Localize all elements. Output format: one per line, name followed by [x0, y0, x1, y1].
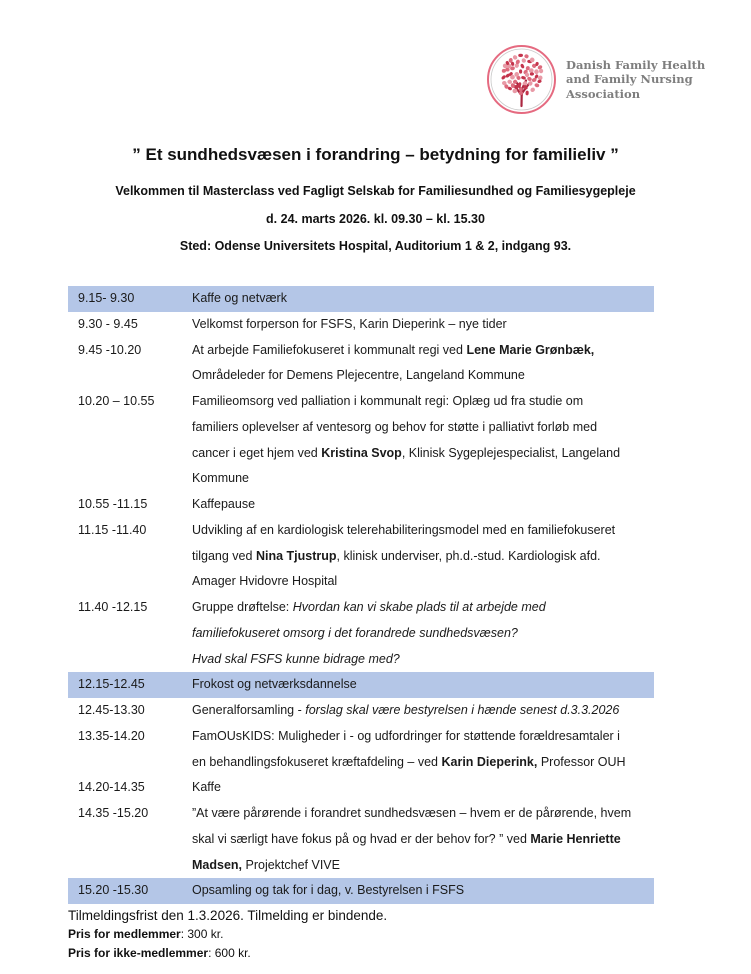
date-line: d. 24. marts 2026. kl. 09.30 – kl. 15.30: [266, 212, 485, 226]
schedule-row: [68, 724, 654, 776]
schedule-text-segment: Projektchef VIVE: [242, 857, 340, 872]
schedule-text-segment: At arbejde Familiefokuseret i kommunalt regi ved: [192, 342, 467, 357]
schedule-line: [192, 775, 654, 801]
schedule-time: 13.35-14.20: [78, 728, 145, 743]
schedule-text-segment: Karin Dieperink,: [441, 754, 538, 769]
schedule-description: [192, 724, 654, 776]
schedule-text-segment: Områdeleder for Demens Plejecentre, Langeland Kommune: [192, 368, 525, 383]
schedule-time: 12.45-13.30: [78, 703, 145, 717]
schedule-line: [192, 415, 654, 441]
schedule-text-segment: familiers oplevelser af ventesorg og behov for støtte i palliativt forløb med: [192, 419, 598, 434]
schedule-text-segment: Nina Tjustrup: [255, 548, 337, 563]
price-nonmembers: [68, 944, 751, 963]
schedule-line: [192, 647, 654, 673]
schedule-line: [192, 724, 654, 750]
schedule-text-segment: Frokost og netværksdannelse: [192, 677, 357, 692]
schedule-row: [68, 878, 654, 904]
page-title: ” Et sundhedsvæsen i forandring – betydning for familieliv ”: [132, 145, 619, 164]
schedule-time: 15.20 -15.30: [78, 883, 149, 898]
schedule-line: [192, 672, 654, 698]
schedule-row: [68, 389, 654, 492]
schedule-text-segment: , Klinisk Sygeplejespecialist, Langeland: [401, 445, 621, 460]
schedule-row: [68, 698, 654, 724]
schedule-row: [68, 312, 654, 338]
tree-logo-icon: [486, 44, 557, 115]
schedule-line: [192, 492, 654, 518]
schedule-line: [192, 363, 654, 389]
schedule-text-segment: Lene Marie Grønbæk,: [466, 342, 595, 357]
schedule-description: [192, 775, 654, 801]
schedule-description: [192, 878, 654, 904]
schedule-description: [192, 312, 654, 338]
schedule-description: [192, 595, 654, 672]
schedule-text-segment: Kaffe: [192, 780, 221, 795]
schedule-row: [68, 518, 654, 595]
schedule-text-segment: Udvikling af en kardiologisk telerehabiliteringsmodel med en familiefokuseret: [192, 522, 616, 537]
schedule-row: [68, 492, 654, 518]
schedule-line: [192, 827, 654, 853]
schedule-text-segment: forslag skal være bestyrelsen i hænde senest d.3.3.2026: [305, 703, 620, 717]
schedule-line: [192, 569, 654, 595]
schedule-text-segment: Gruppe drøftelse:: [192, 600, 293, 614]
schedule-text-segment: ”At være pårørende i forandret sundhedsvæsen – hvem er de pårørende, hvem: [192, 806, 632, 820]
schedule-row: [68, 801, 654, 878]
schedule-time: 10.55 -11.15: [78, 497, 148, 511]
schedule-text-segment: tilgang ved: [192, 548, 256, 563]
schedule-line: [192, 878, 654, 904]
schedule-description: [192, 672, 654, 698]
schedule-text-segment: Hvad skal FSFS kunne bidrage med?: [192, 651, 400, 666]
location-line: Sted: Odense Universitets Hospital, Auditorium 1 & 2, indgang 93.: [179, 239, 572, 253]
schedule-line: [192, 621, 654, 647]
schedule-text-segment: Hvordan kan vi skabe plads til at arbejde med: [292, 600, 546, 614]
price-members-value: : 300 kr.: [180, 927, 224, 941]
schedule-text-segment: Marie Henriette: [530, 831, 621, 846]
schedule-line: [192, 338, 654, 364]
schedule-line: [192, 698, 654, 724]
schedule-line: [192, 518, 654, 544]
schedule-line: [192, 389, 654, 415]
association-name-line: Association: [566, 86, 641, 101]
schedule-time: 10.20 – 10.55: [78, 394, 155, 408]
schedule-text-segment: , klinisk underviser, ph.d.-stud. Kardiologisk afd.: [336, 548, 601, 563]
schedule-time: 14.35 -15.20: [78, 806, 149, 820]
schedule-text-segment: Kristina Svop: [321, 445, 402, 460]
schedule-line: [192, 441, 654, 467]
schedule-row: [68, 338, 654, 390]
schedule-line: [192, 853, 654, 879]
association-name: [566, 58, 705, 102]
schedule-description: [192, 492, 654, 518]
schedule-text-segment: Kaffepause: [192, 497, 256, 511]
price-members-label: Pris for medlemmer: [68, 927, 181, 941]
price-nonmembers-label: Pris for ikke-medlemmer: [68, 945, 209, 960]
association-name-line: and Family Nursing: [566, 72, 693, 87]
document-header: [0, 0, 751, 255]
schedule-time: 9.15- 9.30: [78, 291, 135, 305]
schedule-line: [192, 466, 654, 492]
schedule-text-segment: familiefokuseret omsorg i det forandrede sundhedsvæsen?: [192, 625, 518, 640]
schedule-description: [192, 389, 654, 492]
schedule-line: [192, 312, 654, 338]
schedule-time: 14.20-14.35: [78, 780, 145, 795]
schedule-description: [192, 286, 654, 312]
schedule-row: [68, 672, 654, 698]
schedule-description: [192, 518, 654, 595]
schedule-line: [192, 286, 654, 312]
schedule-text-segment: Kaffe og netværk: [192, 291, 287, 305]
schedule-line: [192, 750, 654, 776]
schedule-description: [192, 338, 654, 390]
schedule-text-segment: Opsamling og tak for i dag, v. Bestyrelsen i FSFS: [192, 883, 465, 898]
schedule-row: [68, 286, 654, 312]
schedule-time: 12.15-12.45: [78, 677, 145, 692]
schedule-line: [192, 595, 654, 621]
association-logo: [486, 44, 705, 115]
schedule-text-segment: Amager Hvidovre Hospital: [192, 574, 338, 589]
schedule-text-segment: Madsen,: [192, 857, 243, 872]
schedule-time: 9.30 - 9.45: [78, 316, 138, 331]
schedule-time: 11.15 -11.40: [78, 522, 147, 537]
schedule-line: [192, 801, 654, 827]
schedule-text-segment: Generalforsamling -: [192, 703, 306, 717]
schedule-row: [68, 595, 654, 672]
schedule-text-segment: cancer i eget hjem ved: [192, 445, 322, 460]
schedule-row: [68, 775, 654, 801]
schedule-text-segment: FamOUsKIDS: Muligheder i - og udfordringer for støttende forældresamtaler i: [192, 728, 620, 743]
schedule-text-segment: skal vi særligt have fokus på og hvad er der behov for? ” ved: [192, 831, 531, 846]
price-members: [68, 925, 751, 944]
deadline-note: Tilmeldingsfrist den 1.3.2026. Tilmelding er bindende.: [68, 908, 388, 923]
schedule-description: [192, 801, 654, 878]
schedule-text-segment: Velkomst forperson for FSFS, Karin Dieperink – nye tider: [192, 316, 507, 331]
schedule-time: 9.45 -10.20: [78, 342, 142, 357]
schedule-time: 11.40 -12.15: [78, 600, 148, 614]
schedule-text-segment: en behandlingsfokuseret kræftafdeling – ved: [192, 754, 442, 769]
schedule-text-segment: Kommune: [192, 471, 249, 486]
schedule-line: [192, 544, 654, 570]
price-nonmembers-value: : 600 kr.: [208, 945, 251, 960]
document-footer: [68, 906, 751, 962]
association-name-line: Danish Family Health: [566, 57, 706, 72]
schedule-description: [192, 698, 654, 724]
schedule-text-segment: Professor OUH: [537, 754, 626, 769]
schedule-text-segment: Familieomsorg ved palliation i kommunalt regi: Oplæg ud fra studie om: [192, 394, 584, 408]
schedule-table: [68, 286, 654, 904]
welcome-line: Velkommen til Masterclass ved Fagligt Selskab for Familiesundhed og Familiesygepleje: [115, 184, 636, 198]
